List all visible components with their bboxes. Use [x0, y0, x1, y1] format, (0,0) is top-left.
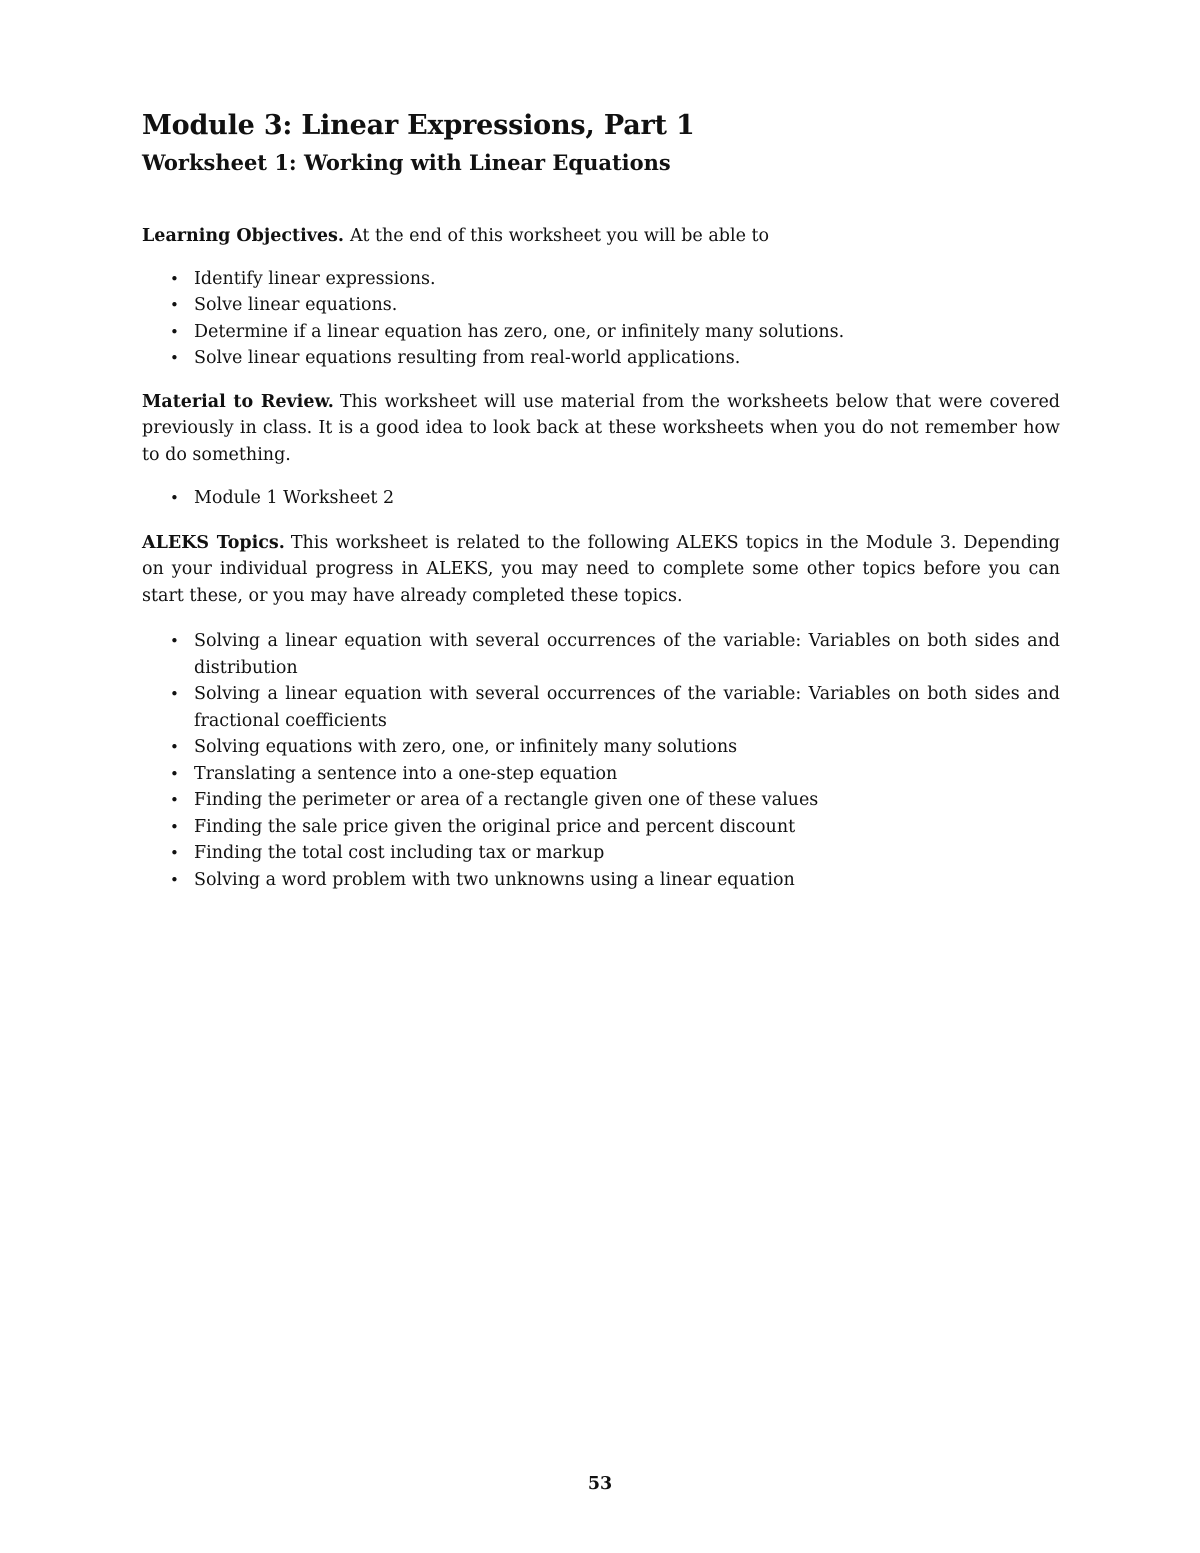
list-item: • Solve linear equations resulting from real-world applications.	[194, 345, 1060, 372]
aleks-topics-lead: ALEKS Topics.	[142, 532, 285, 553]
material-review-section	[142, 389, 1060, 512]
material-review-intro	[142, 389, 1060, 469]
module-title: Module 3: Linear Expressions, Part 1	[142, 110, 695, 141]
material-review-text: This worksheet will use material from the worksheets below that were covered previously in class. It is a good idea to look back at these worksheets when you do not remember how to do something.	[142, 391, 1061, 465]
list-item: • Finding the total cost including tax or markup	[194, 840, 1060, 867]
aleks-topics-section	[142, 530, 1060, 894]
list-item: • Solving a linear equation with several occurrences of the variable: Variables on both sides and distribution	[194, 628, 1060, 681]
list-item: • Finding the perimeter or area of a rectangle given one of these values	[194, 787, 1060, 814]
list-item: • Solving equations with zero, one, or infinitely many solutions	[194, 734, 1060, 761]
page-number: 53	[587, 1474, 613, 1494]
worksheet-title: Worksheet 1: Working with Linear Equations	[142, 150, 671, 175]
list-item: • Finding the sale price given the original price and percent discount	[194, 814, 1060, 841]
aleks-topics-intro	[142, 530, 1060, 610]
material-review-lead: Material to Review.	[142, 391, 334, 412]
learning-objectives-section	[142, 223, 1060, 372]
aleks-topics-list	[142, 628, 1060, 893]
learning-objectives-intro	[142, 223, 1060, 250]
list-item: • Solving a linear equation with several occurrences of the variable: Variables on both sides and fractional coefficients	[194, 681, 1060, 734]
document-page	[142, 108, 1060, 893]
list-item: • Module 1 Worksheet 2	[194, 485, 1060, 512]
material-review-list	[142, 485, 1060, 512]
list-item: • Solve linear equations.	[194, 292, 1060, 319]
list-item: • Determine if a linear equation has zero, one, or infinitely many solutions.	[194, 319, 1060, 346]
list-item: • Solving a word problem with two unknowns using a linear equation	[194, 867, 1060, 894]
list-item: • Translating a sentence into a one-step equation	[194, 761, 1060, 788]
aleks-topics-text: This worksheet is related to the following ALEKS topics in the Module 3. Depending on your individual progress in ALEKS, you may need to complete some other topics before you can start these, or you may have already completed these topics.	[142, 532, 1060, 606]
learning-objectives-list	[142, 266, 1060, 372]
learning-objectives-text: At the end of this worksheet you will be able to	[350, 226, 770, 246]
list-item: • Identify linear expressions.	[194, 266, 1060, 293]
learning-objectives-lead: Learning Objectives.	[142, 226, 345, 246]
